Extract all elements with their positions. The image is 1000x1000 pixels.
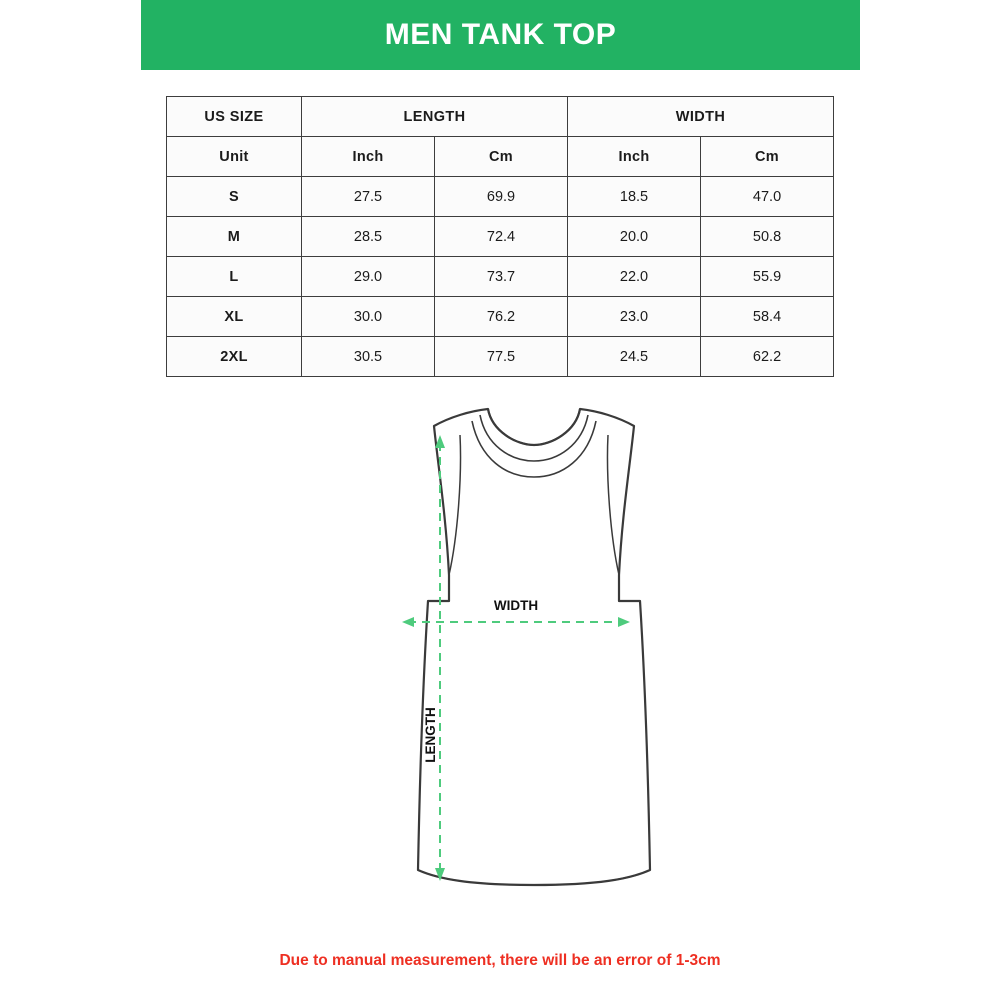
table-row (167, 217, 834, 257)
width-label: WIDTH (493, 598, 539, 613)
row-size: M (167, 217, 302, 257)
table-row (167, 257, 834, 297)
row-width-cm: 55.9 (701, 257, 834, 297)
row-length-cm: 72.4 (435, 217, 568, 257)
row-length-inch: 29.0 (302, 257, 435, 297)
header-banner (141, 0, 860, 70)
row-width-cm: 62.2 (701, 337, 834, 377)
unit-width-cm: Cm (701, 137, 834, 177)
table-group-header-row (167, 97, 834, 137)
row-width-cm: 50.8 (701, 217, 834, 257)
row-length-cm: 77.5 (435, 337, 568, 377)
row-width-inch: 20.0 (568, 217, 701, 257)
table-row (167, 337, 834, 377)
row-length-inch: 28.5 (302, 217, 435, 257)
unit-length-cm: Cm (435, 137, 568, 177)
measurement-disclaimer: Due to manual measurement, there will be an error of 1-3cm (279, 952, 721, 969)
garment-outline (418, 409, 650, 885)
table-unit-row (167, 137, 834, 177)
unit-length-inch: Inch (302, 137, 435, 177)
row-width-cm: 58.4 (701, 297, 834, 337)
row-length-cm: 73.7 (435, 257, 568, 297)
page-title: MEN TANK TOP (384, 18, 617, 51)
row-length-cm: 76.2 (435, 297, 568, 337)
length-label: LENGTH (423, 707, 438, 763)
row-size: S (167, 177, 302, 217)
size-table (166, 96, 834, 377)
row-width-inch: 22.0 (568, 257, 701, 297)
row-width-inch: 18.5 (568, 177, 701, 217)
header-us-size: US SIZE (167, 97, 302, 137)
row-length-cm: 69.9 (435, 177, 568, 217)
table-row (167, 297, 834, 337)
row-length-inch: 30.5 (302, 337, 435, 377)
row-width-inch: 23.0 (568, 297, 701, 337)
row-width-inch: 24.5 (568, 337, 701, 377)
unit-width-inch: Inch (568, 137, 701, 177)
unit-label: Unit (167, 137, 302, 177)
row-length-inch: 27.5 (302, 177, 435, 217)
row-size: 2XL (167, 337, 302, 377)
row-width-cm: 47.0 (701, 177, 834, 217)
header-width: WIDTH (568, 97, 834, 137)
tank-top-illustration (330, 405, 690, 915)
table-row (167, 177, 834, 217)
size-table-container (166, 96, 834, 377)
row-size: L (167, 257, 302, 297)
row-length-inch: 30.0 (302, 297, 435, 337)
row-size: XL (167, 297, 302, 337)
header-length: LENGTH (302, 97, 568, 137)
